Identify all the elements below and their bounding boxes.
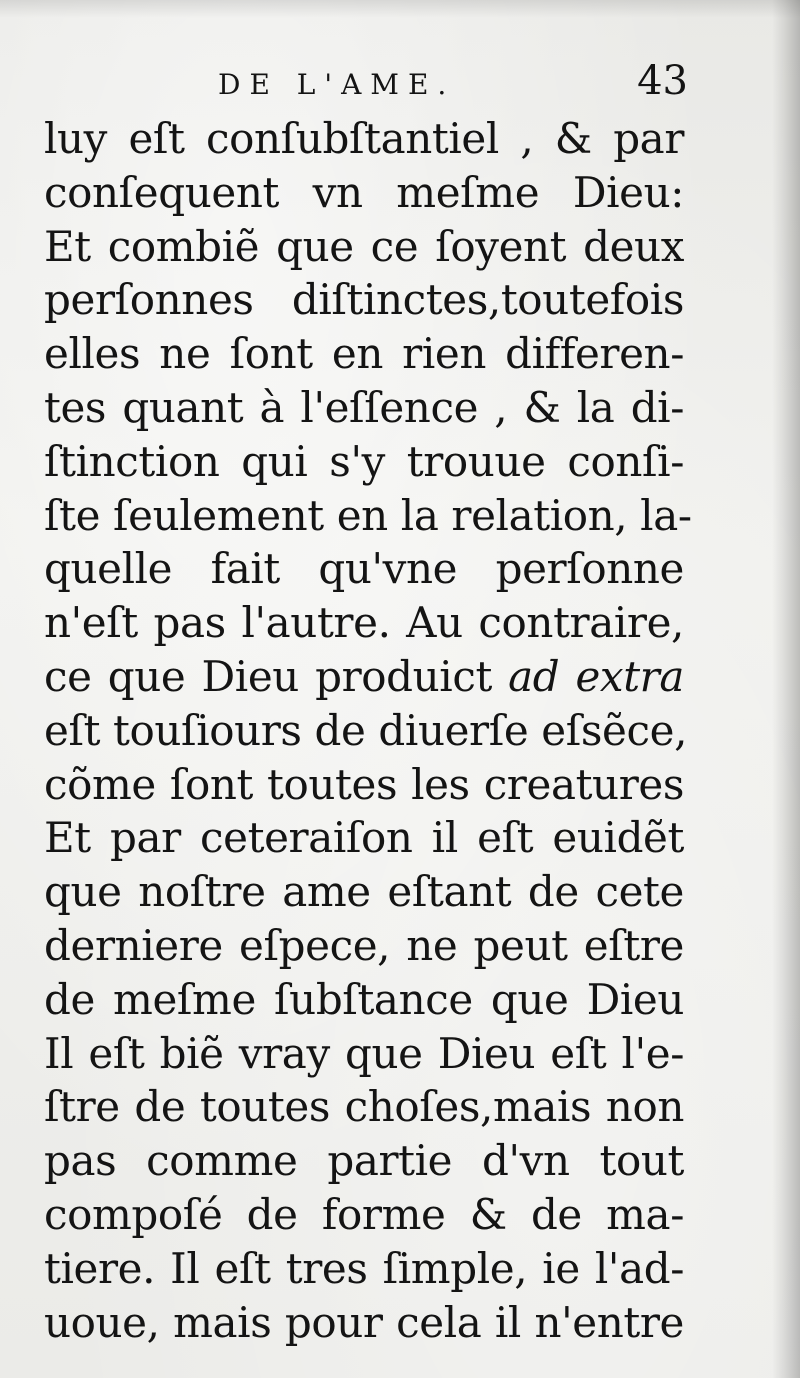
text-line: elles ne ſont en rien differen-	[44, 329, 684, 379]
text-line: cõme ſont toutes les creatures	[44, 759, 684, 809]
binding-edge-shadow	[772, 0, 800, 1378]
text-line: eſt touſiours de diuerſe eſsẽce,	[44, 705, 688, 755]
text-line-with-italic	[44, 650, 684, 704]
page-top-shadow	[0, 0, 800, 18]
text-line: quelle fait qu'vne perſonne	[44, 544, 684, 594]
text-line: Et par ceteraiſon il eſt euidẽt	[44, 813, 684, 863]
text-line: n'eſt pas l'autre. Au contraire,	[44, 598, 684, 648]
text-line: uoue, mais pour cela il n'entre	[44, 1297, 684, 1347]
italic-phrase: ad extra	[508, 651, 684, 701]
text-line: compoſé de forme & de ma-	[44, 1189, 684, 1239]
running-head: DE L'AME.	[218, 68, 456, 101]
text-line: ſtinction qui s'y trouue conſi-	[44, 436, 684, 486]
page-header	[48, 58, 688, 118]
text-line: tes quant à l'eſſence , & la di-	[44, 382, 684, 432]
text-line: Et combiẽ que ce ſoyent deux	[44, 221, 684, 271]
text-line: conſequent vn meſme Dieu:	[44, 167, 684, 217]
text-line: de meſme ſubſtance que Dieu	[44, 974, 684, 1024]
text-line: derniere eſpece, ne peut eſtre	[44, 920, 684, 970]
text-line: ſtre de toutes choſes,mais non	[44, 1082, 684, 1132]
text-line: tiere. Il eſt tres ſimple, ie l'ad-	[44, 1243, 684, 1293]
page-number: 43	[637, 58, 688, 104]
text-line: que noſtre ame eſtant de cete	[44, 867, 684, 917]
text-line: Il eſt biẽ vray que Dieu eſt l'e-	[44, 1028, 684, 1078]
text-line: pas comme partie d'vn tout	[44, 1136, 684, 1186]
text-line: ſte ſeulement en la relation, la-	[44, 490, 692, 540]
line-roman-part: ce que Dieu produict	[44, 651, 492, 701]
text-line: luy eſt conſubſtantiel , & par	[44, 114, 684, 163]
body-text	[44, 112, 692, 1349]
text-line: perſonnes diſtinctes,toutefois	[44, 275, 684, 325]
